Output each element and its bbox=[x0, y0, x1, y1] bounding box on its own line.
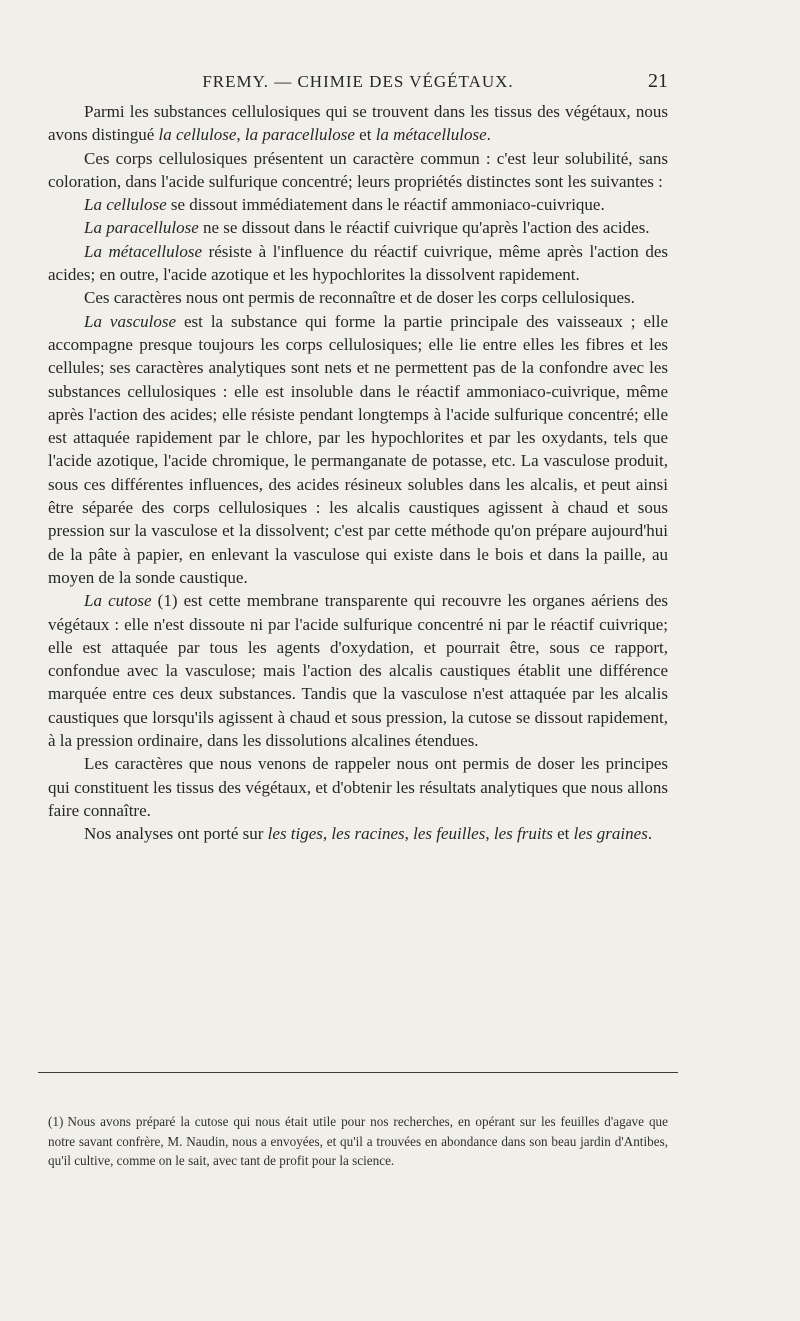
paragraph-text: ne se dissout dans le réactif cuivrique qu'après l'action des acides. bbox=[198, 218, 650, 238]
running-head bbox=[48, 72, 668, 98]
conjunction: et bbox=[354, 125, 376, 145]
paragraph-paracellulose bbox=[48, 216, 668, 239]
period: . bbox=[486, 125, 491, 145]
paragraph-common-character: Ces corps cellulosiques présentent un caractère commun : c'est leur solubilité, sans coloration, dans l'acide sulfurique concentré; leurs propriétés distinctes sont les suivantes : bbox=[48, 148, 668, 191]
paragraph-vasculose bbox=[48, 310, 668, 590]
paragraph-text: se dissout immédiatement dans le réactif ammoniaco-cuivrique. bbox=[166, 195, 605, 215]
term-cutose-heading: La cutose bbox=[84, 591, 152, 611]
footnote bbox=[48, 1112, 668, 1171]
term-vasculose-heading: La vasculose bbox=[84, 311, 177, 331]
term-racines: les racines bbox=[331, 824, 405, 844]
separator: , bbox=[485, 824, 494, 844]
paragraph-text: résiste à l'influence du réactif cuivrique, même après l'action des acides; en outre, l'acide azotique et les hypochlorites la dissolvent rapidement. bbox=[48, 241, 668, 285]
footnote-divider bbox=[38, 1072, 678, 1073]
term-feuilles: les feuilles bbox=[413, 824, 486, 844]
term-metacellulose: la métacellulose bbox=[375, 125, 487, 145]
paragraph-cutose bbox=[48, 589, 668, 752]
term-paracellulose: la paracellulose bbox=[244, 125, 355, 145]
body-text bbox=[48, 100, 668, 846]
page-number: 21 bbox=[648, 70, 668, 92]
footnote-marker: (1) bbox=[48, 1114, 64, 1130]
footnote-reference: (1) bbox=[151, 591, 178, 611]
paragraph-text: est la substance qui forme la partie principale des vaisseaux ; elle accompagne presque toujours les corps cellulosiques; elle lie entre elles les fibres et les cellules; ses caractères analytiques sont nets et ne permettent pas de la confondre avec les substances cellulosiques : elle est insoluble dans le réactif ammoniaco-cuivrique, même après l'action des acides; elle résiste pendant longtemps à l'acide sulfurique concentré; elle est attaquée rapidement par le chlore, par les hypochlorites et par les oxydants, tels que l'acide azotique, l'acide chromique, le permanganate de potasse, etc. La vasculose produit, sous ces différentes influences, des acides résineux solubles dans les alcalis, et peut ainsi être séparée des corps cellulosiques : les alcalis caustiques agissent à chaud et sous pression sur la vasculose et la dissolvent; c'est par cette méthode qu'on prépare aujourd'hui de la pâte à papier, en enlevant la vasculose qui existe dans le bois et dans la paille, au moyen de la sonde caustique. bbox=[48, 311, 668, 587]
footnote-text: Nous avons préparé la cutose qui nous était utile pour nos recherches, en opérant sur les feuilles d'agave que notre savant confrère, M. Naudin, nous a envoyées, et qu'il a trouvées en abondance dans son beau jardin d'Antibes, qu'il cultive, comme on le sait, avec tant de profit pour la science. bbox=[48, 1114, 668, 1169]
period: . bbox=[647, 824, 653, 844]
separator: , bbox=[404, 824, 414, 844]
paragraph-dosage: Ces caractères nous ont permis de reconnaître et de doser les corps cellulosiques. bbox=[84, 288, 635, 308]
paragraph-principles: Les caractères que nous venons de rappeler nous ont permis de doser les principes qui constituent les tissus des végétaux, et d'obtenir les résultats analytiques que nous allons faire connaître. bbox=[48, 754, 668, 820]
term-fruits: les fruits bbox=[493, 824, 553, 844]
separator: , bbox=[322, 824, 332, 844]
paragraph-text: est cette membrane transparente qui recouvre les organes aériens des végétaux : elle n'est dissoute ni par l'acide sulfurique concentré ni par le réactif cuivrique; elle est attaquée par tous les agents d'oxydation, et pourrait être, sous ce rapport, confondue avec la vasculose; mais l'action des alcalis caustiques établit une différence marquée entre ces deux substances. Tandis que la vasculose n'est attaquée par les alcalis caustiques que lorsqu'ils agissent à chaud et sous pression, la cutose se dissout rapidement, à la pression ordinaire, dans les dissolutions alcalines étendues. bbox=[48, 591, 669, 751]
paragraph-analyses bbox=[48, 822, 668, 845]
paragraph-text: Parmi les substances cellulosiques qui se trouvent dans les tissus des végétaux, nous avons distingué bbox=[48, 102, 668, 145]
term-cellulose-heading: La cellulose bbox=[84, 195, 167, 215]
term-tiges: les tiges bbox=[267, 824, 323, 844]
conjunction: et bbox=[552, 824, 574, 844]
running-title: FREMY. — CHIMIE DES VÉGÉTAUX. bbox=[202, 72, 514, 91]
term-metacellulose-heading: La métacellulose bbox=[84, 241, 202, 261]
paragraph-metacellulose bbox=[48, 240, 668, 287]
term-graines: les graines bbox=[573, 824, 648, 844]
separator: , bbox=[236, 125, 245, 145]
paragraph-cellulose bbox=[48, 193, 668, 216]
paragraph-substances bbox=[48, 100, 668, 147]
term-paracellulose-heading: La paracellulose bbox=[84, 218, 199, 238]
term-cellulose: la cellulose bbox=[158, 125, 237, 145]
paragraph-text: Nos analyses ont porté sur bbox=[84, 824, 268, 844]
